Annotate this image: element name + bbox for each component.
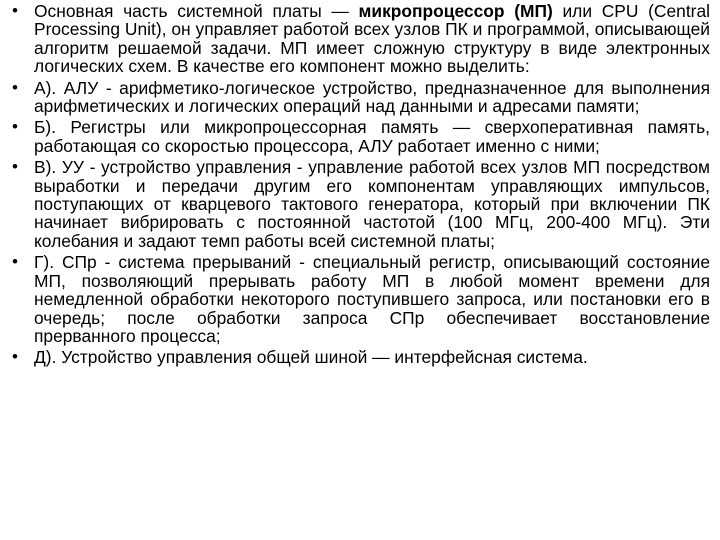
bullet-icon: • — [12, 252, 18, 272]
list-item — [10, 79, 710, 116]
bullet-icon: • — [12, 157, 18, 177]
list-item — [10, 158, 710, 250]
item-text: Г). СПр - система прерываний - специальный регистр, описывающий состояние МП, позволяющий прерывать работу МП в любой момент времени для немедленной обработки некоторого поступившего запроса, или постановки его в очередь; после обработки запроса СПр обеспечивает восстановление прерванного процесса; — [34, 252, 710, 346]
bullet-icon: • — [12, 1, 18, 20]
item-text-after: или CPU (Central Processing Unit), он управляет работой всех узлов ПК и программой, описывающей алгоритм решаемой задачи. МП имеет сложную структуру в виде электронных логических схем. В качестве его компонент можно выделить: — [34, 1, 710, 77]
list-item — [10, 348, 710, 366]
item-text: А). АЛУ - арифметико-логическое устройство, предназначенное для выполнения арифметических и логических операций над данными и адресами памяти; — [34, 77, 710, 117]
item-text: В). УУ - устройство управления - управление работой всех узлов МП посредством выработки и передачи другим его компонентам управляющих импульсов, поступающих от кварцевого тактового генератора, который при включении ПК начинает вибрировать с постоянной частотой (100 МГц, 200-400 МГц). Эти колебания и задают темп работы всей системной платы; — [34, 157, 710, 251]
list-item — [10, 118, 710, 155]
bullet-icon: • — [12, 117, 18, 137]
bullet-icon: • — [12, 77, 18, 97]
list-item — [10, 253, 710, 345]
item-bold-term: микропроцессор (МП) — [358, 1, 553, 21]
bullet-icon: • — [12, 347, 18, 367]
list-item — [10, 2, 710, 76]
item-text: Д). Устройство управления общей шиной — интерфейсная система. — [34, 347, 588, 368]
bullet-list — [10, 2, 710, 370]
item-text-before: Основная часть системной платы — — [34, 1, 359, 21]
item-text: Б). Регистры или микропроцессорная память — сверхоперативная память, работающая со скоростью процессора, АЛУ работает именно с ними; — [34, 117, 710, 156]
